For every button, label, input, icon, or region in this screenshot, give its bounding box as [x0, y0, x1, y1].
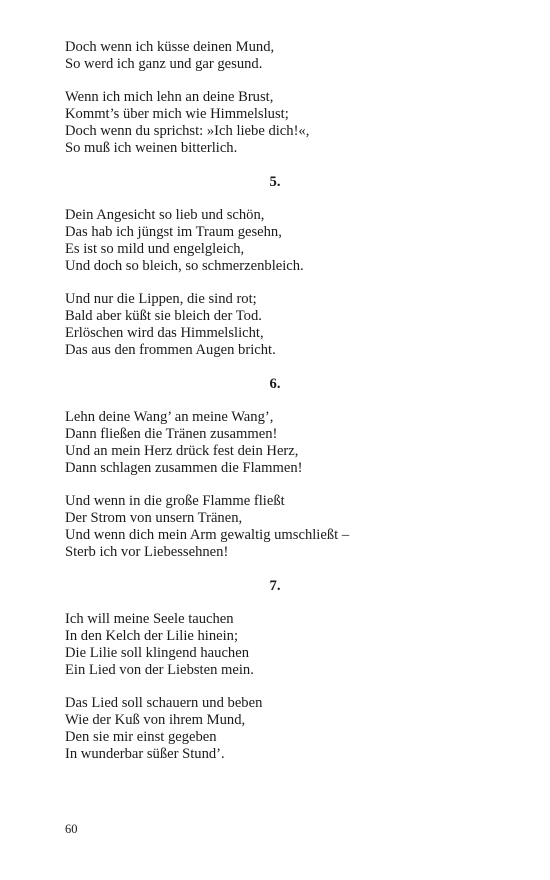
verse-line: Dein Angesicht so lieb und schön, [65, 207, 265, 223]
verse-line: Der Strom von unsern Tränen, [65, 510, 243, 526]
poem-number: 6. [269, 376, 281, 392]
stanza [65, 207, 485, 275]
poem-section-7 [65, 578, 485, 763]
verse-line: Und doch so bleich, so schmerzenbleich. [65, 258, 304, 274]
poem-number: 5. [269, 174, 281, 190]
poem-page [65, 39, 485, 779]
verse-line: Und an mein Herz drück fest dein Herz, [65, 443, 299, 459]
stanza [65, 493, 485, 561]
verse-line: In den Kelch der Lilie hinein; [65, 628, 239, 644]
verse-line: Sterb ich vor Liebessehnen! [65, 544, 229, 560]
stanza [65, 695, 485, 763]
verse-line: Das Lied soll schauern und beben [65, 695, 263, 711]
verse-line: Erlöschen wird das Himmelslicht, [65, 325, 264, 341]
stanza [65, 291, 485, 359]
verse-line: Es ist so mild und engelgleich, [65, 241, 245, 257]
verse-line: Die Lilie soll klingend hauchen [65, 645, 249, 661]
verse-line: Bald aber küßt sie bleich der Tod. [65, 308, 262, 324]
stanza [65, 39, 485, 73]
verse-line: Dann schlagen zusammen die Flammen! [65, 460, 303, 476]
verse-line: Und wenn dich mein Arm gewaltig umschließt – [65, 527, 350, 543]
verse-line: Doch wenn du sprichst: »Ich liebe dich!«, [65, 123, 310, 139]
verse-line: Wenn ich mich lehn an deine Brust, [65, 89, 274, 105]
stanza [65, 409, 485, 477]
verse-line: Das hab ich jüngst im Traum gesehn, [65, 224, 282, 240]
stanza [65, 611, 485, 679]
verse-line: Und nur die Lippen, die sind rot; [65, 291, 257, 307]
page-number: 60 [65, 822, 78, 836]
verse-line: Ein Lied von der Liebsten mein. [65, 662, 254, 678]
verse-line: So muß ich weinen bitterlich. [65, 140, 238, 156]
stanza [65, 89, 485, 157]
poem-number: 7. [269, 578, 281, 594]
verse-line: Kommt’s über mich wie Himmelslust; [65, 106, 289, 122]
verse-line: Das aus den frommen Augen bricht. [65, 342, 276, 358]
verse-line: Und wenn in die große Flamme fließt [65, 493, 285, 509]
poem-section-6 [65, 376, 485, 561]
verse-line: Wie der Kuß von ihrem Mund, [65, 712, 246, 728]
verse-line: Doch wenn ich küsse deinen Mund, [65, 39, 275, 55]
verse-line: Den sie mir einst gegeben [65, 729, 217, 745]
verse-line: Ich will meine Seele tauchen [65, 611, 234, 627]
poem-section-continued [65, 39, 485, 157]
verse-line: Lehn deine Wang’ an meine Wang’, [65, 409, 274, 425]
verse-line: Dann fließen die Tränen zusammen! [65, 426, 278, 442]
verse-line: In wunderbar süßer Stund’. [65, 746, 225, 762]
poem-section-5 [65, 174, 485, 359]
verse-line: So werd ich ganz und gar gesund. [65, 56, 263, 72]
